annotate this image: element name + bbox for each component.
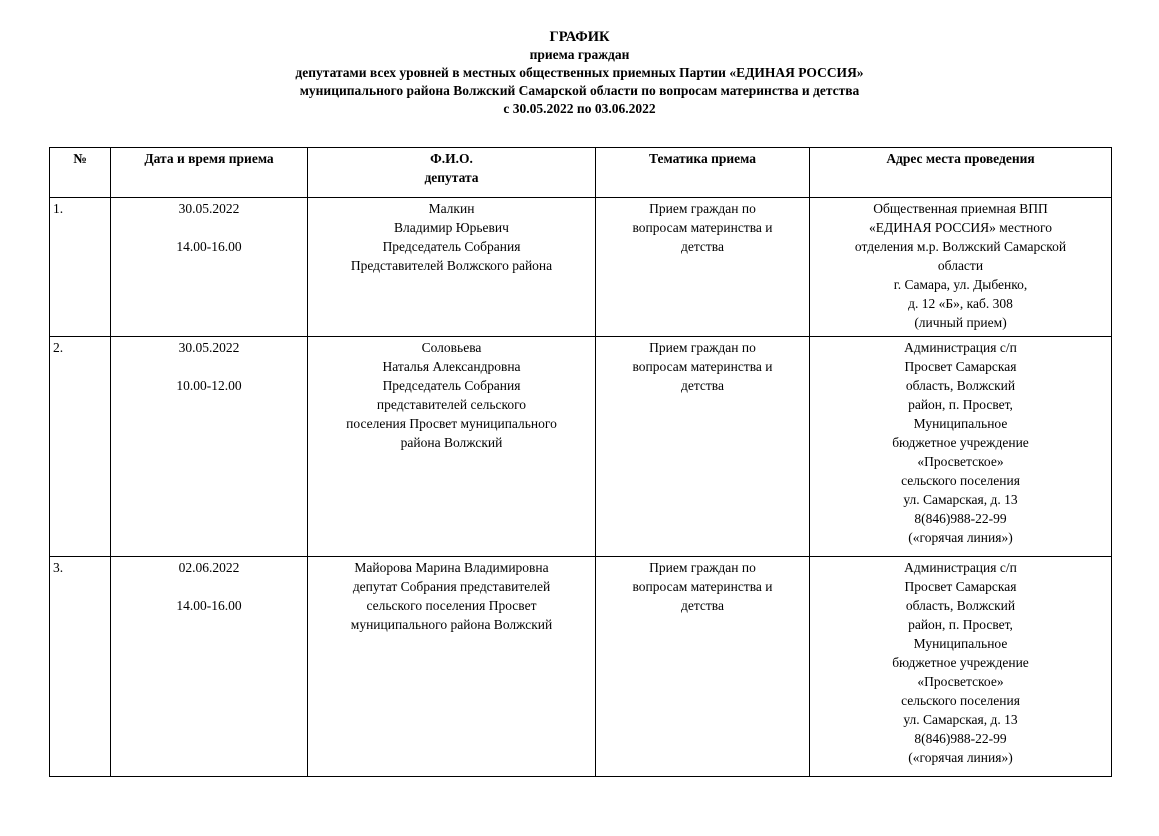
topic-line: вопросам материнства и bbox=[632, 220, 773, 235]
column-header-deputy-line: депутата bbox=[424, 170, 479, 185]
address-line: район, п. Просвет, bbox=[908, 617, 1013, 632]
deputy-line: района Волжский bbox=[400, 435, 503, 450]
deputy-line: Председатель Собрания bbox=[382, 239, 521, 254]
column-header-deputy-line: Ф.И.О. bbox=[430, 151, 473, 166]
heading-line: депутатами всех уровней в местных общественных приемных Партии «ЕДИНАЯ РОССИЯ» bbox=[295, 65, 864, 80]
address-line: «Просветское» bbox=[917, 674, 1004, 689]
topic-line: Прием граждан по bbox=[649, 560, 756, 575]
row-topic bbox=[596, 337, 810, 557]
column-header-address: Адрес места проведения bbox=[810, 148, 1112, 198]
row-address bbox=[810, 337, 1112, 557]
row-topic bbox=[596, 557, 810, 777]
row-date: 30.05.2022 bbox=[178, 340, 240, 355]
address-line: бюджетное учреждение bbox=[892, 655, 1029, 670]
address-line: г. Самара, ул. Дыбенко, bbox=[893, 277, 1028, 292]
topic-line: вопросам материнства и bbox=[632, 579, 773, 594]
address-line: область, Волжский bbox=[905, 378, 1016, 393]
address-line: Администрация с/п bbox=[904, 340, 1017, 355]
deputy-line: Майорова Марина Владимировна bbox=[354, 560, 549, 575]
row-deputy bbox=[308, 198, 596, 337]
topic-line: детства bbox=[680, 598, 724, 613]
address-line: ул. Самарская, д. 13 bbox=[903, 712, 1018, 727]
row-number: 3. bbox=[50, 557, 111, 777]
topic-line: Прием граждан по bbox=[649, 201, 756, 216]
row-number: 1. bbox=[50, 198, 111, 337]
heading-date-range: с 30.05.2022 по 03.06.2022 bbox=[503, 101, 656, 116]
row-datetime bbox=[111, 557, 308, 777]
address-line: «Просветское» bbox=[917, 454, 1004, 469]
address-line: отделения м.р. Волжский Самарской bbox=[854, 239, 1067, 254]
row-datetime bbox=[111, 198, 308, 337]
heading-line: муниципального района Волжский Самарской области по вопросам материнства и детства bbox=[299, 83, 860, 98]
address-line: «ЕДИНАЯ РОССИЯ» местного bbox=[869, 220, 1052, 235]
table-row bbox=[50, 198, 1112, 337]
address-line: Муниципальное bbox=[913, 416, 1008, 431]
address-line: Просвет Самарская bbox=[904, 579, 1017, 594]
deputy-line: поселения Просвет муниципального bbox=[346, 416, 557, 431]
address-line: область, Волжский bbox=[905, 598, 1016, 613]
row-time: 14.00-16.00 bbox=[176, 598, 242, 613]
row-address bbox=[810, 557, 1112, 777]
row-deputy bbox=[308, 557, 596, 777]
address-phone: 8(846)988-22-99 bbox=[914, 731, 1007, 746]
address-line: сельского поселения bbox=[901, 693, 1020, 708]
column-header-datetime: Дата и время приема bbox=[111, 148, 308, 198]
deputy-line: представителей сельского bbox=[376, 397, 527, 412]
address-line: Муниципальное bbox=[913, 636, 1008, 651]
table-row bbox=[50, 337, 1112, 557]
heading-line: приема граждан bbox=[529, 47, 630, 62]
row-date: 30.05.2022 bbox=[178, 201, 240, 216]
schedule-table bbox=[49, 147, 1112, 777]
deputy-line: Наталья Александровна bbox=[382, 359, 521, 374]
address-line: («горячая линия») bbox=[908, 530, 1013, 545]
address-line: район, п. Просвет, bbox=[908, 397, 1013, 412]
topic-line: детства bbox=[680, 378, 724, 393]
row-time: 10.00-12.00 bbox=[176, 378, 242, 393]
document-heading bbox=[0, 28, 1159, 118]
row-number: 2. bbox=[50, 337, 111, 557]
topic-line: детства bbox=[680, 239, 724, 254]
topic-line: вопросам материнства и bbox=[632, 359, 773, 374]
row-address bbox=[810, 198, 1112, 337]
table-header-row bbox=[50, 148, 1112, 198]
address-line: (личный прием) bbox=[914, 315, 1007, 330]
deputy-line: Малкин bbox=[428, 201, 475, 216]
address-phone: 8(846)988-22-99 bbox=[914, 511, 1007, 526]
address-line: («горячая линия») bbox=[908, 750, 1013, 765]
address-line: Общественная приемная ВПП bbox=[873, 201, 1048, 216]
address-line: д. 12 «Б», каб. 308 bbox=[908, 296, 1013, 311]
row-date: 02.06.2022 bbox=[178, 560, 240, 575]
row-time: 14.00-16.00 bbox=[176, 239, 242, 254]
address-line: ул. Самарская, д. 13 bbox=[903, 492, 1018, 507]
row-topic bbox=[596, 198, 810, 337]
row-deputy bbox=[308, 337, 596, 557]
table-row bbox=[50, 557, 1112, 777]
deputy-line: Владимир Юрьевич bbox=[394, 220, 509, 235]
column-header-number: № bbox=[50, 148, 111, 198]
deputy-line: муниципального района Волжский bbox=[350, 617, 553, 632]
address-line: сельского поселения bbox=[901, 473, 1020, 488]
column-header-deputy bbox=[308, 148, 596, 198]
address-line: Просвет Самарская bbox=[904, 359, 1017, 374]
deputy-line: Председатель Собрания bbox=[382, 378, 521, 393]
address-line: бюджетное учреждение bbox=[892, 435, 1029, 450]
topic-line: Прием граждан по bbox=[649, 340, 756, 355]
document-title: ГРАФИК bbox=[549, 29, 610, 45]
deputy-line: Соловьева bbox=[421, 340, 482, 355]
row-datetime bbox=[111, 337, 308, 557]
deputy-line: депутат Собрания представителей bbox=[352, 579, 551, 594]
address-line: области bbox=[937, 258, 984, 273]
deputy-line: Представителей Волжского района bbox=[350, 258, 553, 273]
column-header-topic: Тематика приема bbox=[596, 148, 810, 198]
address-line: Администрация с/п bbox=[904, 560, 1017, 575]
deputy-line: сельского поселения Просвет bbox=[366, 598, 537, 613]
